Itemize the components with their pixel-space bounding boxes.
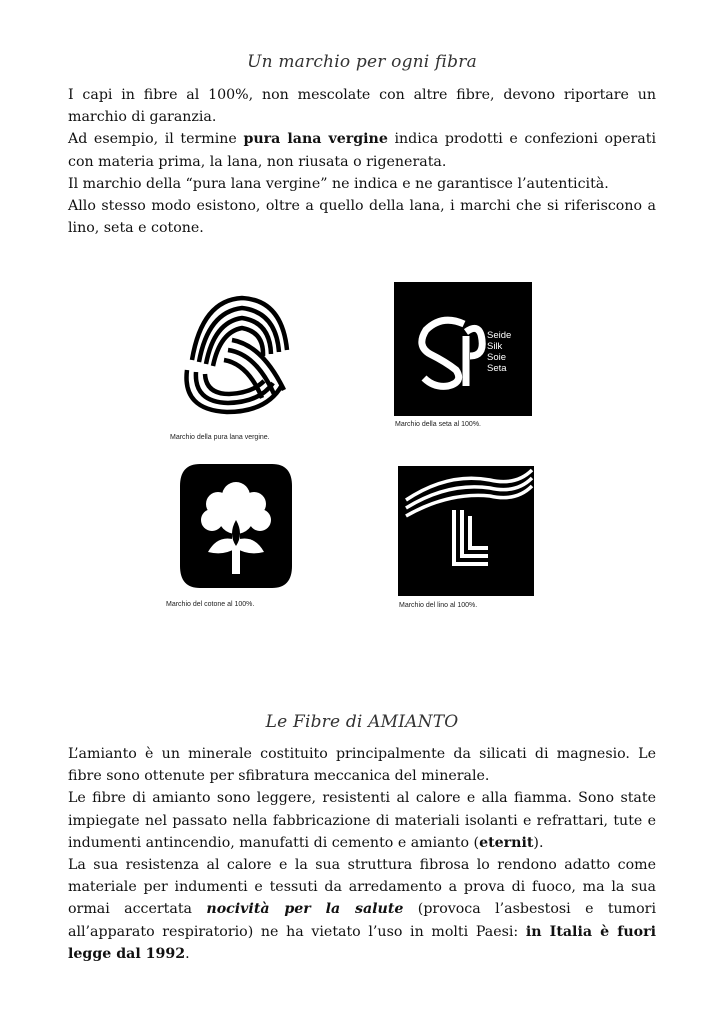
- linen-caption: Marchio del lino al 100%.: [399, 602, 478, 609]
- linen-mark-icon: [398, 466, 534, 596]
- paragraph: I capi in fibre al 100%, non mescolate con altre fibre, devono riportare un marchio di garanzia.: [68, 87, 656, 126]
- silk-mark-icon: [394, 282, 532, 416]
- wool-caption: Marchio della pura lana vergine.: [170, 434, 270, 441]
- paragraph: L’amianto è un minerale costituito principalmente da silicati di magnesio. Le fibre sono ottenute per sfibratura meccanica del minerale.: [68, 746, 656, 785]
- silk-word: Seta: [487, 363, 507, 374]
- amianto-text: [68, 743, 656, 965]
- cotton-caption: Marchio del cotone al 100%.: [166, 601, 255, 608]
- section-title-marchio: Un marchio per ogni fibra: [247, 52, 477, 72]
- paragraph: Allo stesso modo esistono, oltre a quello della lana, i marchi che si riferiscono a lino, seta e cotone.: [68, 198, 656, 237]
- paragraph: Il marchio della “pura lana vergine” ne indica e ne garantisce l’autenticità.: [68, 175, 609, 192]
- paragraph: Ad esempio, il termine pura lana vergine indica prodotti e confezioni operati con materia prima, la lana, non riusata o rigenerata.: [68, 131, 656, 170]
- silk-caption: Marchio della seta al 100%.: [395, 421, 481, 428]
- paragraph: Le fibre di amianto sono leggere, resistenti al calore e alla fiamma. Sono state impiegate nel passato nella fabbricazione di materiali isolanti e refrattari, tute e indumenti antincendio, manufatti di cemento e amianto (eternit).: [68, 790, 656, 851]
- paragraph: La sua resistenza al calore e la sua struttura fibrosa lo rendono adatto come materiale per indumenti e tessuti da arredamento a prova di fuoco, ma la sua ormai accertata nocività per la salute (provoca l’asbestosi e tumori all’apparato respiratorio) ne ha vietato l’uso in molti Paesi: in Italia è fuori legge dal 1992.: [68, 857, 656, 962]
- section-title-amianto: Le Fibre di AMIANTO: [265, 712, 459, 732]
- silk-word: Silk: [487, 341, 503, 352]
- intro-text: [68, 84, 656, 239]
- wool-mark-icon: [172, 290, 302, 418]
- cotton-mark-icon: [180, 460, 292, 592]
- silk-word: Seide: [487, 330, 512, 341]
- silk-word: Soie: [487, 352, 507, 363]
